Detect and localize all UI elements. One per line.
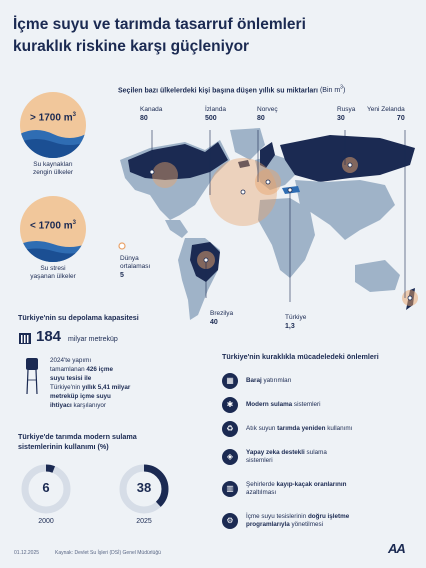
rich-countries-circle [20,92,86,158]
pin-russia [348,163,352,167]
map-unit: (Bin $m^3$) [319,85,346,95]
city-leak-icon: ▥ [222,481,238,497]
world-map [110,120,426,330]
measure-facility-management: ⚙ İçme suyu tesislerinin doğru işletme programlarıyla yönetilmesi [222,508,412,534]
donut-2000-value: 6 [42,480,50,495]
pin-canada [150,170,154,174]
dam-icon [18,331,32,350]
sprinkler-icon: ✱ [222,397,238,413]
label-canada: Kanada 80 [140,106,163,122]
label-turkey: Türkiye 1,3 [285,314,307,330]
measures-title: Türkiye'nin kuraklıkla mücadeledeki önlemleri [222,352,379,361]
measure-dam: ▦ Baraj yatırımları [222,370,412,392]
map-australia [355,260,400,292]
map-title-text: Seçilen bazı ülkelerdeki kişi başına düşen yıllık su miktarları [118,87,318,95]
gear-water-icon: ⚙ [222,513,238,529]
measure-leakage: ▥ Şehirlerde kayıp-kaçak oranlarının azaltılması [222,476,412,502]
title-line-1: İçme suyu ve tarımda tasarruf önlemleri [13,16,306,33]
pin-norway [266,180,270,184]
measure-modern-irrigation: ✱ Modern sulama sistemleri [222,394,412,416]
donut-2000-year: 2000 [38,518,54,525]
wave-icon [20,92,86,158]
donut-2025-year: 2025 [136,518,152,525]
footer-date: 01.12.2025 [14,550,40,556]
map-central-america [165,220,188,238]
label-world-average: Dünya ortalaması 5 [120,255,160,280]
recycle-water-icon: ♻ [222,421,238,437]
label-norway: Norveç 80 [257,106,278,122]
dam-measure-icon: ▦ [222,373,238,389]
map-title [118,85,345,94]
storage-unit: milyar metreküp [68,336,118,343]
page-title [13,14,413,58]
water-tower-icon [24,356,40,401]
poor-countries-circle [20,196,86,262]
label-new-zealand: Yeni Zelanda 70 [367,106,405,122]
storage-description: 2024'te yapımı tamamlanan 426 içme suyu tesisi ile Türkiye'nin yıllık 5,41 milyar metreküp içme suyu ihtiyacı karşılanıyor [50,357,131,409]
ai-chip-icon: ◈ [222,449,238,465]
label-iceland: İzlanda 500 [205,106,226,122]
donut-2025-value: 38 [136,480,152,495]
circle-canada [152,162,178,188]
measures-list [222,370,412,534]
poor-value: < 1700 $m^3$ [30,220,76,232]
title-line-2: kuraklık riskine karşı güçleniyor [13,38,250,55]
pin-newzealand [408,296,412,300]
pin-brazil [204,258,208,262]
storage-title: Türkiye'nin su depolama kapasitesi [18,313,139,322]
label-brazil: Brezilya 40 [210,310,234,326]
measure-ai-irrigation: ◈ Yapay zeka destekli sulama sistemleri [222,444,412,470]
pin-turkey [288,188,292,192]
poor-label: Su stresi yaşanan ülkeler [30,265,76,280]
map-greenland [230,128,265,160]
storage-value: 184 [36,328,62,345]
aa-logo: AA [388,541,405,556]
irrigation-title: Türkiye'de tarımda modern sulama sistemlerinin kullanımı (%) [18,432,137,451]
measure-waste-water: ♻ Atık suyun tarımda yeniden kullanımı [222,418,412,440]
footer-source: Kaynak: Devlet Su İşleri (DSİ) Genel Müdürlüğü [55,550,161,556]
rich-value: > 1700 $m^3$ [30,112,76,124]
rich-label: Su kaynakları zengin ülkeler [32,161,74,176]
world-average-dot-icon [117,241,127,251]
pin-iceland [241,190,245,194]
label-russia: Rusya 30 [337,106,356,122]
